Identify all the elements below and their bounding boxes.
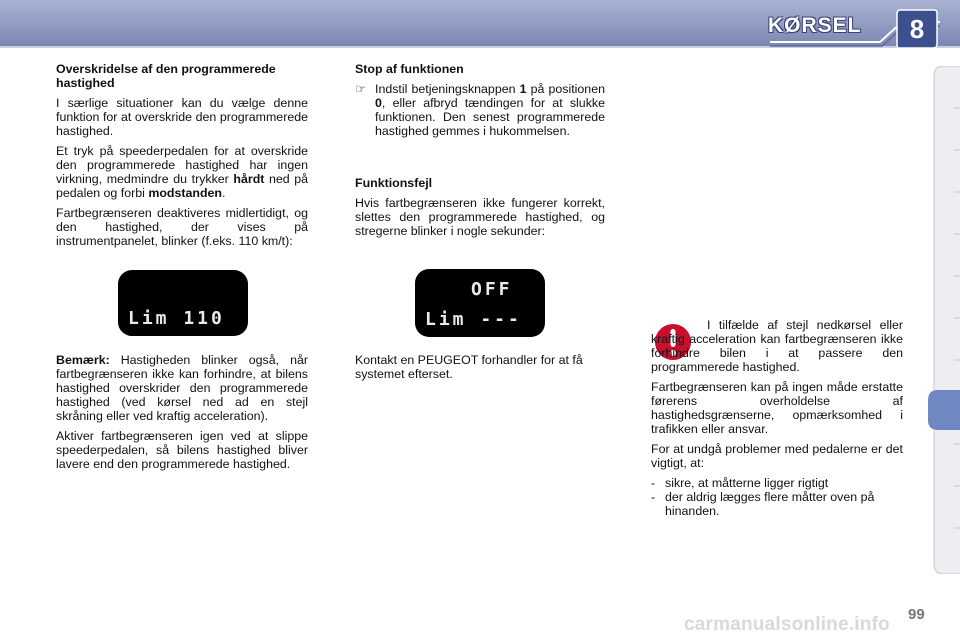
pedal-text-part: ned på pedalen og forbi: [56, 172, 309, 200]
mat-item-2-text: der aldrig lægges flere måtter oven på hinanden.: [665, 490, 875, 518]
chapter-title: KØRSEL: [768, 14, 862, 37]
left-column-lower: [56, 353, 308, 477]
left-column: [56, 62, 308, 254]
stop-text-part: på positionen: [526, 82, 605, 96]
chapter-tabs: [926, 66, 960, 574]
pedal-advice-intro: For at undgå problemer med pedalerne er det vigtigt, at:: [651, 442, 903, 470]
display-off-label: OFF: [471, 279, 513, 300]
mat-item-1: [651, 476, 903, 490]
note-label: Bemærk:: [56, 353, 110, 367]
dash-marker: -: [651, 476, 656, 490]
chapter-number: 8: [909, 14, 925, 44]
stop-position-number: 0: [375, 96, 382, 110]
dash-marker: -: [651, 490, 656, 504]
speed-display-lim-110: [118, 270, 248, 336]
note-paragraph: [56, 353, 308, 423]
pedal-text-part: Et tryk på speederpedalen for at overskride den programmerede hastighed har ingen virkning, medmindre du trykker: [56, 144, 308, 186]
mat-item-2: [651, 490, 903, 518]
stop-instruction: [355, 82, 605, 138]
overspeed-deactivation-text: Fartbegrænseren deaktiveres midlertidigt, og den hastighed, der vises på instrumentpanelet, blinker (f.eks. 110 km/t):: [56, 206, 308, 248]
warning-text: I tilfælde af stejl nedkørsel eller kraftig acceleration kan fartbegrænseren ikke forhindre bilen i at passere den programmerede hastighed.: [651, 318, 903, 374]
overspeed-pedal-text: [56, 144, 308, 200]
page-number: 99: [908, 606, 925, 623]
pedal-bold-hard: hårdt: [233, 172, 265, 186]
fault-text: Hvis fartbegrænseren ikke fungerer korrekt, slettes den programmerede hastighed, og stregerne blinker i nogle sekunder:: [355, 196, 605, 238]
contact-text: Kontakt en PEUGEOT forhandler for at få systemet efterset.: [355, 353, 583, 381]
middle-column: [355, 62, 605, 138]
responsibility-text: Fartbegrænseren kan på ingen måde erstatte førerens overholdelse af hastighedsgrænserne, opmærksomhed i trafikken eller ansvar.: [651, 380, 903, 436]
display-lim-label: Lim 110: [128, 308, 225, 329]
contact-section: [355, 353, 605, 387]
chapter-number-badge: [894, 6, 940, 52]
overspeed-intro: I særlige situationer kan du vælge denne funktion for at overskride den programmerede hastighed.: [56, 96, 308, 138]
note-text: Hastigheden blinker også, når fartbegrænseren ikke kan forhindre, at bilens hastighed overskrider den programmerede hastighed (ved kørsel ned ad en stejl skråning eller ved kraftig acceleration).: [56, 353, 308, 423]
pointing-hand-icon: ☞: [355, 82, 367, 96]
overspeed-heading: Overskridelse af den programmerede hastighed: [56, 62, 276, 90]
stop-knob-number: 1: [519, 82, 527, 96]
watermark-text: carmanualsonline.info: [684, 614, 890, 635]
fault-heading: Funktionsfejl: [355, 176, 433, 190]
display-lim-dashes-label: Lim ---: [425, 309, 522, 330]
mat-item-1-text: sikre, at måtterne ligger rigtigt: [665, 476, 829, 490]
stop-heading: Stop af funktionen: [355, 62, 464, 76]
reactivate-text: Aktiver fartbegrænseren igen ved at slippe speederpedalen, så bilens hastighed bliver lavere end den programmerede hastighed.: [56, 429, 308, 471]
speed-display-off: [415, 269, 545, 337]
stop-text-part: Indstil betjeningsknappen: [375, 82, 520, 96]
active-chapter-tab[interactable]: [924, 388, 960, 432]
right-column: [651, 318, 903, 518]
pedal-bold-resistance: modstanden: [148, 186, 222, 200]
stop-text-part: , eller afbryd tændingen for at slukke funktionen. Den senest programmerede hastighed gemmes i hukommelsen.: [375, 96, 605, 138]
pedal-text-end: .: [222, 186, 226, 200]
fault-section: [355, 176, 605, 244]
